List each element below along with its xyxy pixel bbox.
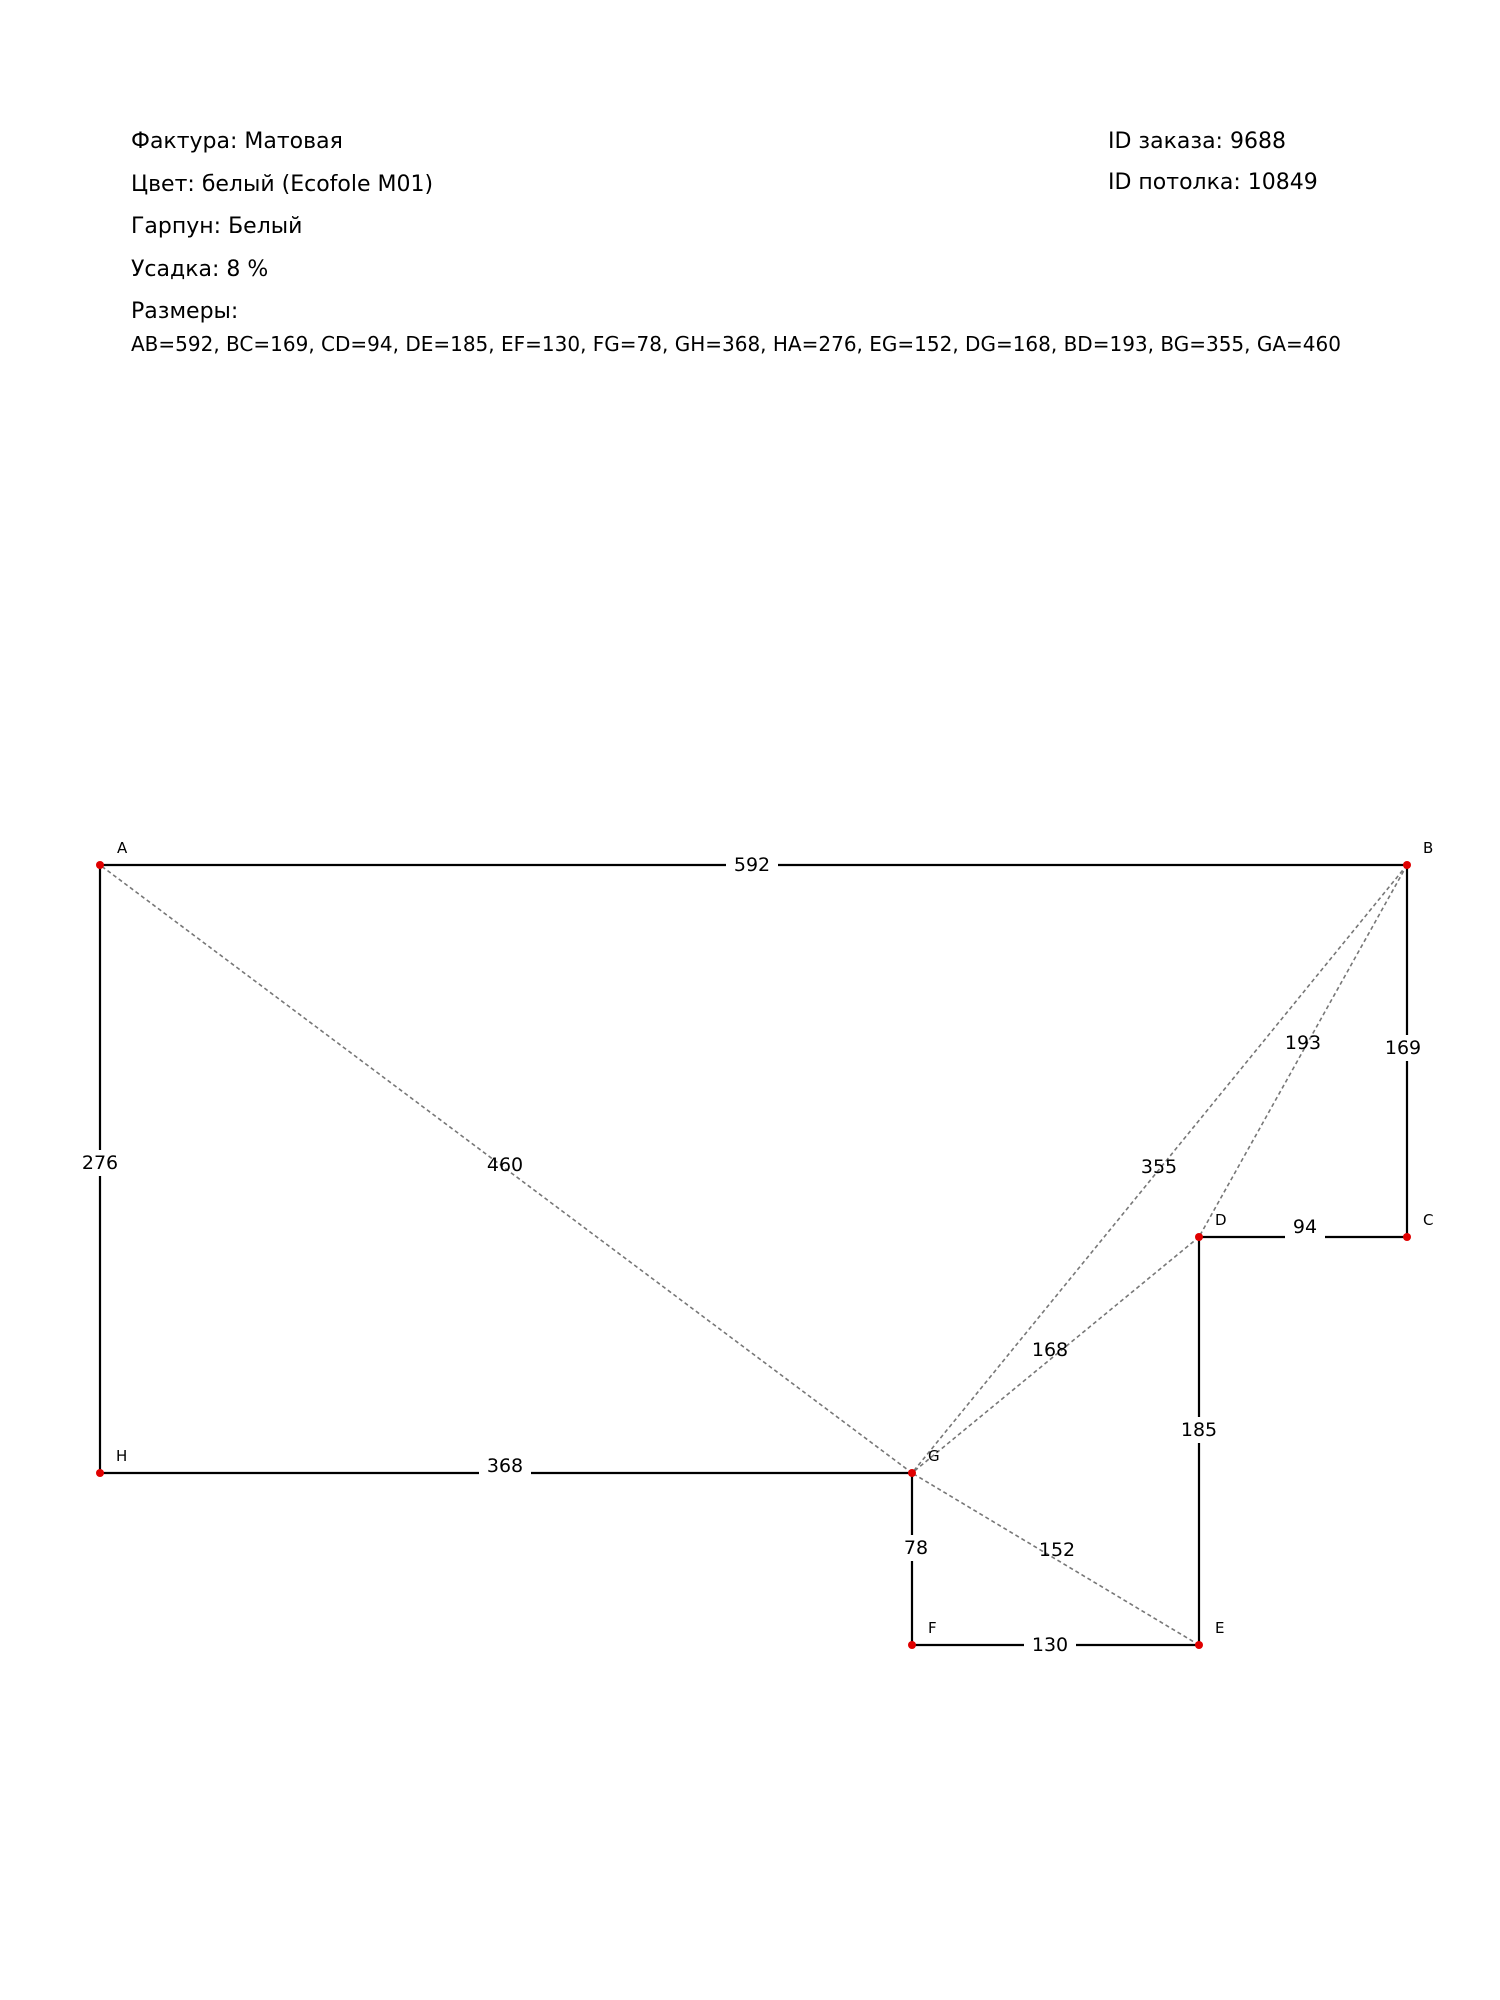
vertex-label-h: H	[116, 1447, 128, 1465]
order-id-value: 9688	[1229, 129, 1286, 154]
color-value: белый (Ecofole M01)	[201, 172, 434, 197]
vertex-label-a: A	[117, 839, 128, 857]
vertex-d	[1195, 1233, 1203, 1241]
ceiling-id-value: 10849	[1247, 170, 1318, 195]
sizes-line: AB=592, BC=169, CD=94, DE=185, EF=130, FG=78, GH=368, HA=276, EG=152, DG=168, BD=193, BG=355, GA=460	[131, 332, 1341, 356]
vertex-label-b: B	[1423, 839, 1434, 857]
vertex-h	[96, 1469, 104, 1477]
vertex-label-f: F	[928, 1619, 937, 1637]
vertex-c	[1403, 1233, 1411, 1241]
sizes-label: Размеры:	[131, 299, 239, 324]
edge-length-ef: 130	[1031, 1634, 1069, 1656]
color-label: Цвет:	[131, 172, 195, 197]
texture-label: Фактура:	[131, 129, 238, 154]
vertex-g	[908, 1469, 916, 1477]
edge-length-de: 185	[1180, 1419, 1218, 1441]
ceiling-id-label: ID потолка:	[1108, 170, 1241, 195]
edge-length-fg: 78	[903, 1537, 929, 1559]
diagonal-length-ga: 460	[486, 1154, 524, 1176]
diagonal-length-bd: 193	[1284, 1032, 1322, 1054]
diagonal-length-bg: 355	[1140, 1156, 1178, 1178]
edge-length-ab: 592	[733, 854, 771, 876]
diagonal-length-eg: 152	[1038, 1539, 1076, 1561]
edge-length-cd: 94	[1292, 1216, 1318, 1238]
harpoon-label: Гарпун:	[131, 214, 222, 239]
vertex-f	[908, 1641, 916, 1649]
edge-length-gh: 368	[486, 1455, 524, 1477]
vertex-a	[96, 861, 104, 869]
order-id-label: ID заказа:	[1108, 129, 1223, 154]
vertex-label-e: E	[1215, 1619, 1225, 1637]
vertex-label-c: C	[1423, 1211, 1434, 1229]
harpoon-value: Белый	[228, 214, 303, 239]
diagonal-length-dg: 168	[1031, 1339, 1069, 1361]
edge-length-ha: 276	[81, 1152, 119, 1174]
vertex-label-d: D	[1215, 1211, 1227, 1229]
texture-value: Матовая	[244, 129, 343, 154]
vertex-label-g: G	[928, 1447, 940, 1465]
edge-length-bc: 169	[1384, 1037, 1422, 1059]
vertex-e	[1195, 1641, 1203, 1649]
shrink-label: Усадка:	[131, 257, 220, 282]
shrink-value: 8 %	[226, 257, 269, 282]
vertex-b	[1403, 861, 1411, 869]
